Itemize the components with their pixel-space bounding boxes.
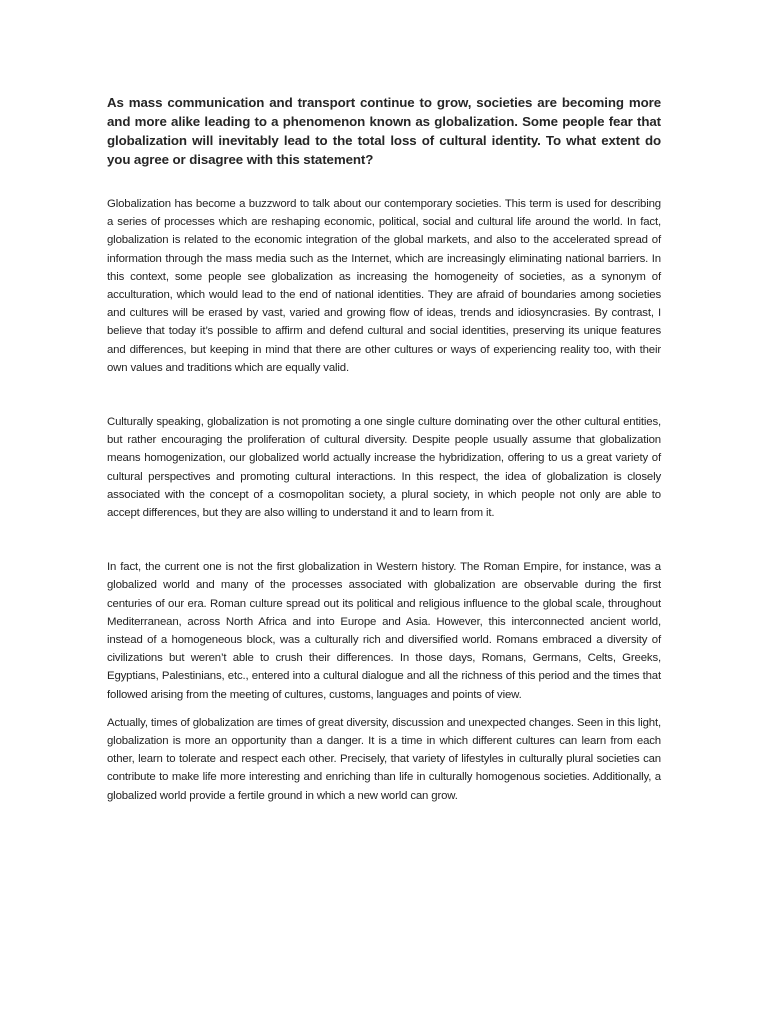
essay-prompt-heading: As mass communication and transport continue to grow, societies are becoming more and more alike leading to a phenomenon known as globalization. Some people fear that globalization will inevitably lead to the total loss of cultural identity. To what extent do you agree or disagree with this statement? xyxy=(107,95,661,167)
document-body xyxy=(107,93,661,805)
paragraph-2: Culturally speaking, globalization is not promoting a one single culture dominating over the other cultural entities, but rather encouraging the proliferation of cultural diversity. Despite people usually assume that globalization means homogenization, our globalized world actually increase the hybridization, offering to us a great variety of cultural perspectives and promoting cultural interactions. In this respect, the idea of globalization is closely associated with the concept of a cosmopolitan society, a plural society, in which people not only are able to accept differences, but they are also willing to understand it and to learn from it. xyxy=(107,416,661,520)
paragraph-4: Actually, times of globalization are times of great diversity, discussion and unexpected changes. Seen in this light, globalization is more an opportunity than a danger. It is a time in which different cultures can learn from each other, learn to tolerate and respect each other. Precisely, that variety of lifestyles in culturally plural societies can contribute to make life more interesting and enriching than life in culturally homogenous societies. Additionally, a globalized world provide a fertile ground in which a new world can grow. xyxy=(107,716,661,802)
paragraph-3: In fact, the current one is not the first globalization in Western history. The Roman Empire, for instance, was a globalized world and many of the processes associated with globalization are observable during the first centuries of our era. Roman culture spread out its political and religious influence to the global scale, throughout Mediterranean, across North Africa and into Europe and Asia. However, this interconnected ancient world, instead of a homogeneous block, was a culturally rich and diversified world. Romans embraced a diversity of civilizations but weren’t able to crush their differences. In those days, Romans, Germans, Celts, Greeks, Egyptians, Palestinians, etc., entered into a cultural dialogue and all the richness of this period and the times that followed arising from the meeting of cultures, customs, languages and points of view. xyxy=(107,561,661,701)
paragraph-1: Globalization has become a buzzword to talk about our contemporary societies. This term is used for describing a series of processes which are reshaping economic, political, social and cultural life around the world. In fact, globalization is related to the economic integration of the global markets, and also to the accelerated spread of information through the mass media such as the Internet, which are increasingly eliminating national barriers. In this context, some people see globalization as increasing the homogeneity of societies, as a synonym of acculturation, which would lead to the end of national identities. They are afraid of boundaries among societies and cultures will be erased by vast, varied and growing flow of ideas, trends and idiosyncrasies. By contrast, I believe that today it’s possible to affirm and defend cultural and social identities, preserving its unique features and differences, but keeping in mind that there are other cultures or ways of experiencing reality too, with their own values and traditions which are equally valid. xyxy=(107,198,661,374)
